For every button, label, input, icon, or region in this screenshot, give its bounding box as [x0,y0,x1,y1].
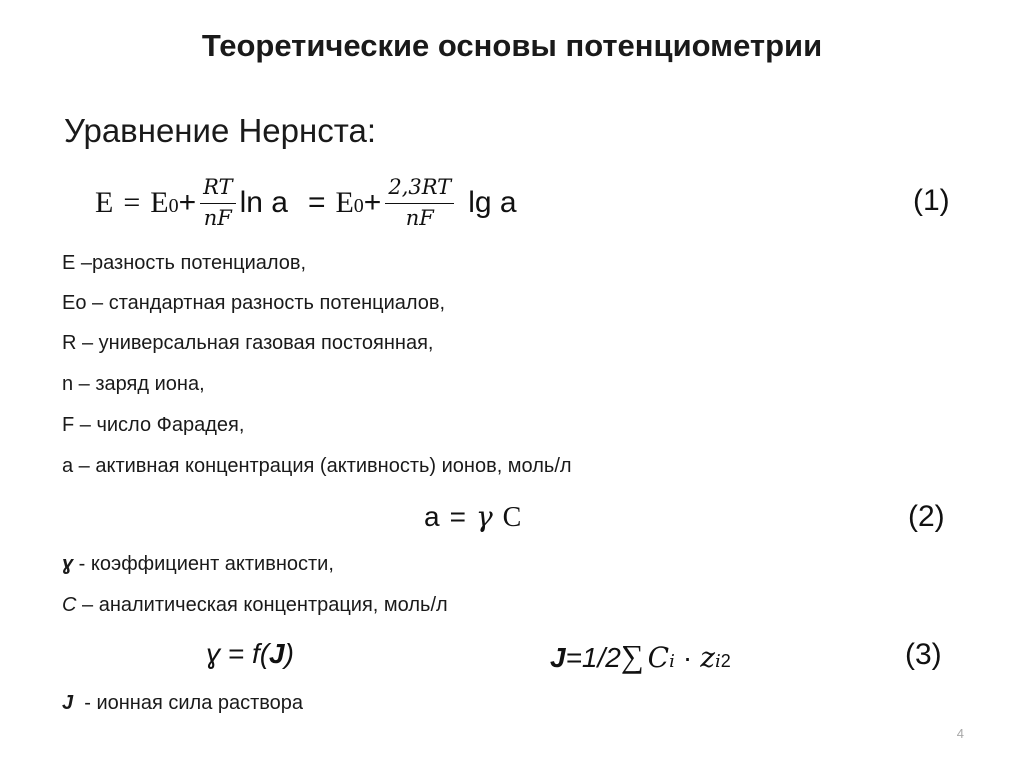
fraction-numerator: 2,3RT [385,176,454,203]
eq1-plus-2: + [363,186,382,219]
eq1-lhs: E [95,186,114,219]
definition-ionic-strength: J - ионная сила раствора [62,692,304,714]
fraction-denominator: nF [203,205,232,230]
fraction-numerator: RT [200,176,235,203]
ionic-strength-symbol: J [269,638,285,669]
eq1-e0-2: E0 [335,186,364,219]
equation-number-3: (3) [905,638,942,671]
eq2-lhs: a [424,501,440,532]
eq2-equals: = [449,501,466,532]
nernst-equation [95,166,517,240]
fraction-rt-nf [200,176,235,229]
definition-line: Ео – стандартная разность потенциалов, [62,292,446,314]
concentration-symbol: C [502,502,522,533]
definition-line: Е –разность потенциалов, [62,252,307,274]
definition-line: F – число Фарадея, [62,414,245,436]
definition-line: a – активная концентрация (активность) ионов, моль/л [62,455,572,477]
ionic-strength-equation: J =1/2 ∑ C i · z i 2 [550,638,731,674]
lg-term: lg a [468,186,517,219]
section-heading: Уравнение Нернста: [64,112,377,149]
eq1-equals: = [123,186,141,219]
fraction-denominator: nF [405,205,434,230]
ln-term: ln a [239,186,288,219]
activity-equation [424,500,521,534]
equation-number-2: (2) [908,500,945,533]
equation-number-1: (1) [913,184,950,217]
definition-gamma: ɣ - коэффициент активности, [62,553,334,575]
slide-title: Теоретические основы потенциометрии [201,28,823,63]
gamma-function-equation: ɣ = f( J ) [206,638,294,669]
eq1-equals-2: = [307,186,326,219]
fraction-23rt-nf [385,176,454,229]
definition-line: n – заряд иона, [62,373,205,395]
page-number: 4 [956,726,964,741]
definition-line: R – универсальная газовая постоянная, [62,332,434,354]
gamma-symbol: γ [475,500,493,533]
ionic-strength-symbol: J [550,642,566,673]
sum-symbol: ∑ [620,638,644,674]
definition-c: C – аналитическая концентрация, моль/л [62,594,448,616]
eq1-plus: + [178,186,197,219]
eq1-e0: E0 [150,186,179,219]
